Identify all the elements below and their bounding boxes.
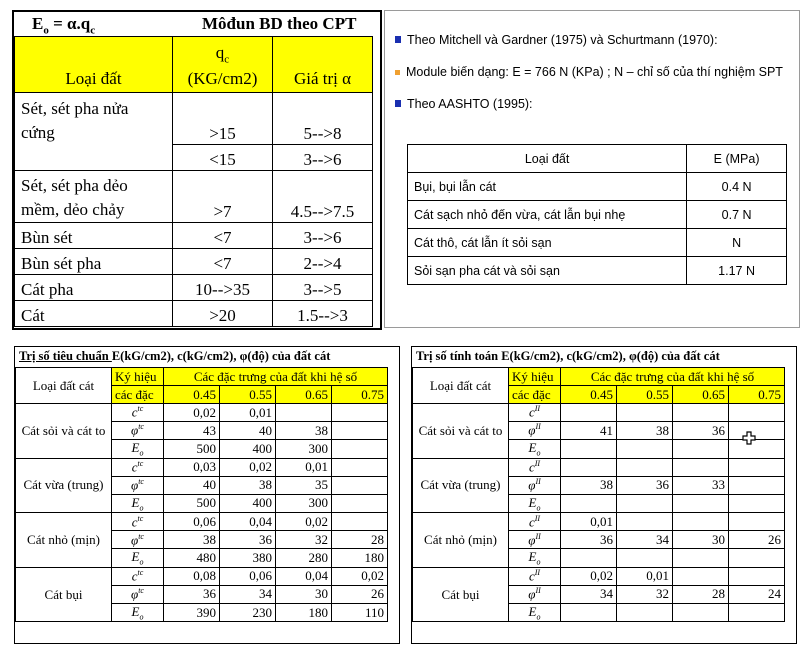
value-cell: 0,06 <box>220 567 276 585</box>
symbol-c: $c^{II}$ <box>509 404 561 422</box>
value-cell <box>729 440 785 459</box>
data-row <box>16 404 388 422</box>
value-cell <box>332 494 388 513</box>
value-cell: 34 <box>561 585 617 603</box>
value-cell: 0,01 <box>561 513 617 531</box>
value-cell: 38 <box>617 422 673 440</box>
symbol-e: $E_o$ <box>112 549 164 568</box>
soil-name: Cát bụi <box>16 567 112 622</box>
aashto-row: Sỏi sạn pha cát và sỏi sạn 1.17 N <box>408 257 787 285</box>
data-row <box>413 513 785 531</box>
cpt-table <box>14 36 373 327</box>
value-cell: 0,01 <box>617 567 673 585</box>
value-cell <box>673 513 729 531</box>
value-cell <box>561 549 617 568</box>
cpt-row: Cát pha 10-->35 3-->5 <box>15 275 373 301</box>
value-cell <box>729 549 785 568</box>
value-cell <box>673 567 729 585</box>
bullet-icon <box>395 70 400 75</box>
value-cell: 0,02 <box>220 458 276 476</box>
value-cell: 38 <box>220 476 276 494</box>
symbol-phi: $\varphi^{tc}$ <box>112 476 164 494</box>
note-module: Module biến dạng: E = 766 N (KPa) ; N – chỉ số của thí nghiệm SPT <box>395 65 783 79</box>
col-soil: Loại đất cát <box>16 368 112 404</box>
value-cell <box>617 603 673 622</box>
symbol-e: $E_o$ <box>509 494 561 513</box>
value-cell <box>332 404 388 422</box>
design-values-panel <box>411 346 797 644</box>
value-cell: 0,04 <box>220 513 276 531</box>
value-cell: 28 <box>673 585 729 603</box>
value-cell: 180 <box>332 549 388 568</box>
data-row <box>16 567 388 585</box>
value-cell <box>729 603 785 622</box>
col-characteristics: Các đặc trưng của đất khi hệ số <box>164 368 388 386</box>
spt-panel <box>384 10 800 328</box>
col-symbol: Ký hiệu <box>509 368 561 386</box>
e-value-header: 0.65 <box>276 386 332 404</box>
symbol-phi: $\varphi^{tc}$ <box>112 422 164 440</box>
value-cell: 0,02 <box>561 567 617 585</box>
symbol-c: $c^{II}$ <box>509 458 561 476</box>
value-cell <box>332 458 388 476</box>
soil-name: Cát nhỏ (mịn) <box>413 513 509 568</box>
value-cell: 0,06 <box>164 513 220 531</box>
value-cell <box>617 404 673 422</box>
symbol-phi: $\varphi^{II}$ <box>509 422 561 440</box>
bullet-icon <box>395 36 401 43</box>
value-cell: 40 <box>220 422 276 440</box>
symbol-e: $E_o$ <box>509 440 561 459</box>
soil-name: Cát vừa (trung) <box>413 458 509 513</box>
cpt-header <box>14 12 380 36</box>
aashto-table <box>407 144 787 285</box>
value-cell <box>276 404 332 422</box>
e-value-header: 0.45 <box>164 386 220 404</box>
value-cell <box>729 567 785 585</box>
value-cell: 40 <box>164 476 220 494</box>
value-cell: 400 <box>220 440 276 459</box>
symbol-phi: $\varphi^{II}$ <box>509 476 561 494</box>
bullet-icon <box>395 100 401 107</box>
value-cell <box>673 458 729 476</box>
value-cell: 0,02 <box>164 404 220 422</box>
value-cell: 480 <box>164 549 220 568</box>
value-cell <box>673 404 729 422</box>
value-cell: 0,02 <box>332 567 388 585</box>
value-cell: 280 <box>276 549 332 568</box>
symbol-e: $E_o$ <box>112 440 164 459</box>
value-cell: 180 <box>276 603 332 622</box>
e-value-header: 0.45 <box>561 386 617 404</box>
data-row <box>413 404 785 422</box>
value-cell <box>617 513 673 531</box>
value-cell <box>729 422 785 440</box>
cpt-row: Sét, sét pha nửa cứng >15 5-->8 <box>15 93 373 145</box>
value-cell <box>673 440 729 459</box>
value-cell: 500 <box>164 440 220 459</box>
symbol-phi: $\varphi^{tc}$ <box>112 585 164 603</box>
cpt-modulus-panel <box>12 10 382 330</box>
value-cell: 36 <box>673 422 729 440</box>
value-cell <box>561 440 617 459</box>
value-cell <box>332 476 388 494</box>
value-cell: 300 <box>276 494 332 513</box>
value-cell <box>617 458 673 476</box>
value-cell: 36 <box>561 531 617 549</box>
value-cell: 400 <box>220 494 276 513</box>
formula: $E_o = \alpha.q_c$ <box>32 14 96 37</box>
col-characteristics: Các đặc trưng của đất khi hệ số <box>561 368 785 386</box>
note-aashto: Theo AASHTO (1995): <box>395 97 533 111</box>
value-cell: 500 <box>164 494 220 513</box>
value-cell: 230 <box>220 603 276 622</box>
design-table <box>412 367 785 622</box>
col-soil: Loại đất <box>15 37 173 93</box>
symbol-c: $c^{II}$ <box>509 567 561 585</box>
standard-values-panel <box>14 346 400 644</box>
data-row <box>413 458 785 476</box>
value-cell: 110 <box>332 603 388 622</box>
value-cell <box>673 603 729 622</box>
value-cell: 41 <box>561 422 617 440</box>
col-qc: $q_c$ (KG/cm2) <box>173 37 273 93</box>
symbol-c: $c^{tc}$ <box>112 513 164 531</box>
e-value-header: 0.65 <box>673 386 729 404</box>
value-cell <box>729 494 785 513</box>
cpt-row: Cát >20 1.5-->3 <box>15 301 373 327</box>
data-row <box>16 513 388 531</box>
value-cell <box>729 513 785 531</box>
value-cell: 0,04 <box>276 567 332 585</box>
value-cell <box>617 494 673 513</box>
value-cell: 0,02 <box>276 513 332 531</box>
value-cell <box>729 476 785 494</box>
value-cell <box>332 440 388 459</box>
symbol-phi: $\varphi^{tc}$ <box>112 531 164 549</box>
note-mitchell: Theo Mitchell và Gardner (1975) và Schurtmann (1970): <box>395 33 718 47</box>
col-symbol: Ký hiệu <box>112 368 164 386</box>
move-cursor-icon <box>742 431 756 450</box>
e-value-header: 0.55 <box>617 386 673 404</box>
value-cell: 30 <box>276 585 332 603</box>
value-cell <box>617 549 673 568</box>
value-cell <box>729 404 785 422</box>
standard-title: Trị số tiêu chuẩn E(kG/cm2), c(kG/cm2), φ(độ) của đất cát <box>19 349 331 363</box>
value-cell: 38 <box>561 476 617 494</box>
cpt-row: Bùn sét <7 3-->6 <box>15 223 373 249</box>
value-cell: 43 <box>164 422 220 440</box>
symbol-phi: $\varphi^{II}$ <box>509 531 561 549</box>
value-cell: 26 <box>332 585 388 603</box>
value-cell: 26 <box>729 531 785 549</box>
value-cell: 380 <box>220 549 276 568</box>
value-cell: 300 <box>276 440 332 459</box>
e-value-header: 0.55 <box>220 386 276 404</box>
cpt-row: Bùn sét pha <7 2-->4 <box>15 249 373 275</box>
value-cell: 0,03 <box>164 458 220 476</box>
value-cell: 28 <box>332 531 388 549</box>
value-cell: 0,01 <box>276 458 332 476</box>
value-cell: 30 <box>673 531 729 549</box>
value-cell <box>673 549 729 568</box>
header-row <box>413 368 785 386</box>
cpt-title: Môđun BD theo CPT <box>202 14 357 33</box>
header-row <box>16 368 388 386</box>
aashto-row: Bụi, bụi lẫn cát 0.4 N <box>408 173 787 201</box>
cpt-header-row <box>15 37 373 93</box>
e-value-header: 0.75 <box>332 386 388 404</box>
soil-name: Cát vừa (trung) <box>16 458 112 513</box>
aashto-row: Cát sạch nhỏ đến vừa, cát lẫn bụi nhẹ 0.7 N <box>408 201 787 229</box>
cpt-row: <15 3-->6 <box>15 145 373 171</box>
symbol-c: $c^{tc}$ <box>112 404 164 422</box>
value-cell: 38 <box>164 531 220 549</box>
cpt-row: Sét, sét pha dẻo mềm, dẻo chảy >7 4.5-->7.5 <box>15 171 373 223</box>
col-symbol-2: các đặc <box>509 386 561 404</box>
soil-name: Cát sỏi và cát to <box>16 404 112 459</box>
col-symbol-2: các đặc <box>112 386 164 404</box>
value-cell <box>561 404 617 422</box>
value-cell: 0,08 <box>164 567 220 585</box>
symbol-e: $E_o$ <box>509 549 561 568</box>
data-row <box>16 458 388 476</box>
value-cell: 24 <box>729 585 785 603</box>
symbol-c: $c^{tc}$ <box>112 458 164 476</box>
value-cell <box>561 494 617 513</box>
col-soil: Loại đất cát <box>413 368 509 404</box>
symbol-e: $E_o$ <box>509 603 561 622</box>
symbol-e: $E_o$ <box>112 494 164 513</box>
value-cell: 36 <box>617 476 673 494</box>
value-cell: 36 <box>220 531 276 549</box>
value-cell <box>729 458 785 476</box>
value-cell: 390 <box>164 603 220 622</box>
value-cell: 32 <box>617 585 673 603</box>
symbol-e: $E_o$ <box>112 603 164 622</box>
value-cell <box>673 494 729 513</box>
aashto-row: Cát thô, cát lẫn ít sỏi sạn N <box>408 229 787 257</box>
value-cell: 38 <box>276 422 332 440</box>
soil-name: Cát nhỏ (mịn) <box>16 513 112 568</box>
value-cell <box>332 422 388 440</box>
symbol-phi: $\varphi^{II}$ <box>509 585 561 603</box>
soil-name: Cát bụi <box>413 567 509 622</box>
value-cell <box>332 513 388 531</box>
aashto-header-row: Loại đất E (MPa) <box>408 145 787 173</box>
design-title: Trị số tính toán E(kG/cm2), c(kG/cm2), φ(độ) của đất cát <box>416 349 720 363</box>
col-alpha: Giá trị α <box>273 37 373 93</box>
value-cell: 36 <box>164 585 220 603</box>
data-row <box>413 567 785 585</box>
value-cell: 0,01 <box>220 404 276 422</box>
value-cell: 34 <box>617 531 673 549</box>
standard-table <box>15 367 388 622</box>
value-cell: 33 <box>673 476 729 494</box>
symbol-c: $c^{tc}$ <box>112 567 164 585</box>
value-cell: 34 <box>220 585 276 603</box>
value-cell <box>561 458 617 476</box>
e-value-header: 0.75 <box>729 386 785 404</box>
symbol-c: $c^{II}$ <box>509 513 561 531</box>
value-cell: 32 <box>276 531 332 549</box>
value-cell: 35 <box>276 476 332 494</box>
value-cell <box>617 440 673 459</box>
soil-name: Cát sỏi và cát to <box>413 404 509 459</box>
value-cell <box>561 603 617 622</box>
